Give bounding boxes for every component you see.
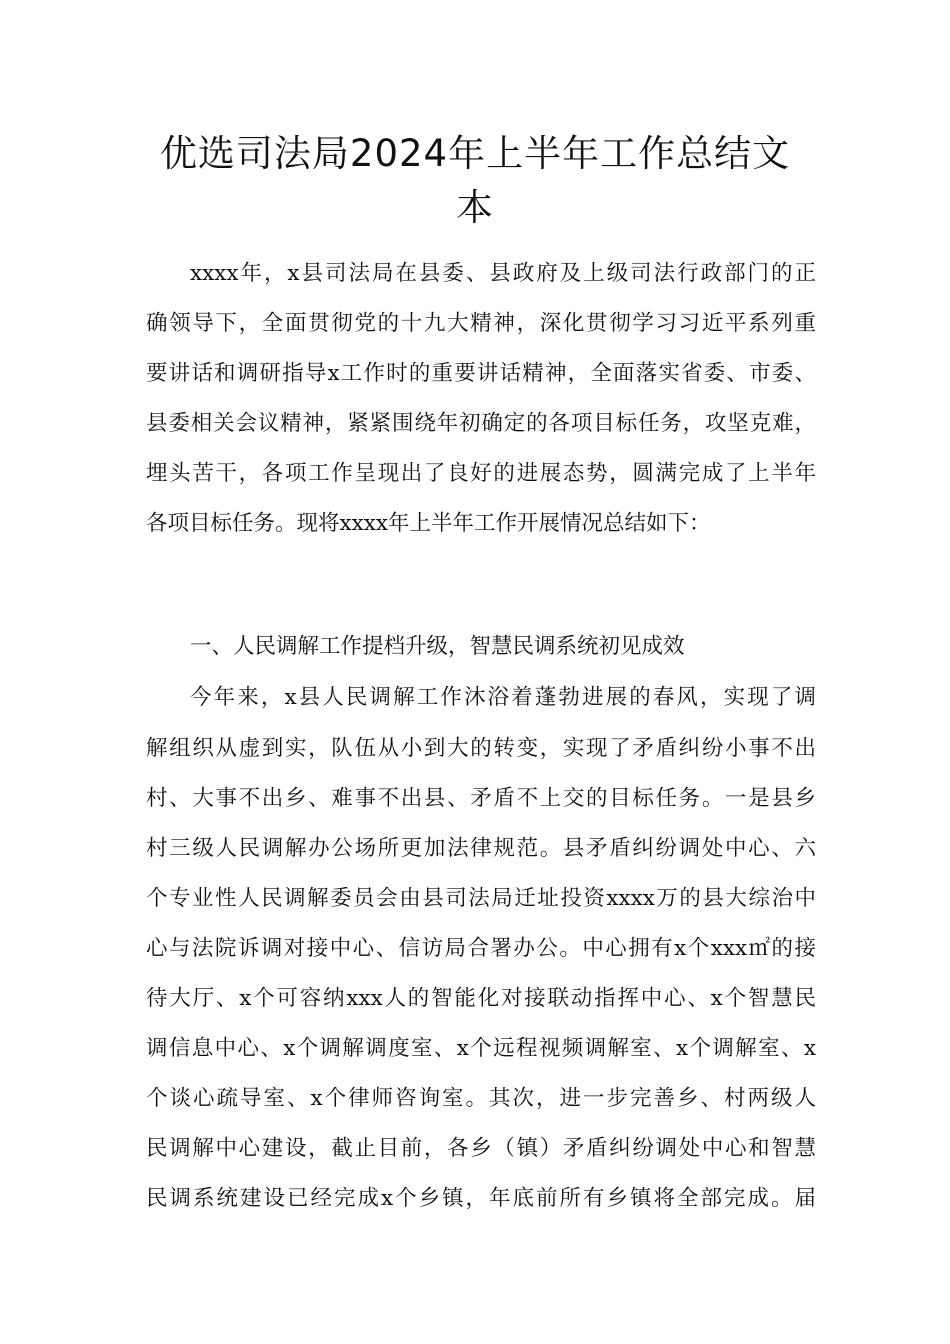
intro-line: 确领导下，全面贯彻党的十九大精神，深化贯彻学习习近平系列重 <box>146 311 816 336</box>
section-line: 村三级人民调解办公场所更加法律规范。县矛盾纠纷调处中心、六 <box>146 836 816 861</box>
section-line: 解组织从虚到实，队伍从小到大的转变，实现了矛盾纠纷小事不出 <box>146 736 816 761</box>
document-title-line-2: 本 <box>456 186 494 229</box>
section-line: 个专业性人民调解委员会由县司法局迁址投资xxxx万的县大综治中 <box>146 886 816 911</box>
section-line: 个谈心疏导室、x个律师咨询室。其次，进一步完善乡、村两级人 <box>146 1086 816 1111</box>
section-line: 待大厅、x个可容纳xxx人的智能化对接联动指挥中心、x个智慧民 <box>146 986 816 1011</box>
intro-line: xxxx年，x县司法局在县委、县政府及上级司法行政部门的正 <box>190 261 816 286</box>
intro-line: 要讲话和调研指导x工作时的重要讲话精神，全面落实省委、市委、 <box>146 361 816 386</box>
section-line: 今年来，x县人民调解工作沐浴着蓬勃进展的春风，实现了调 <box>190 685 816 710</box>
section-line: 民调系统建设已经完成x个乡镇，年底前所有乡镇将全部完成。届 <box>146 1186 816 1211</box>
section-line: 心与法院诉调对接中心、信访局合署办公。中心拥有x个xxx㎡的接 <box>146 936 816 961</box>
section-heading: 一、人民调解工作提档升级，智慧民调系统初见成效 <box>190 634 685 659</box>
intro-line: 县委相关会议精神，紧紧围绕年初确定的各项目标任务，攻坚克难， <box>146 411 816 436</box>
section-line: 调信息中心、x个调解调度室、x个远程视频调解室、x个调解室、x <box>146 1036 816 1061</box>
intro-line: 埋头苦干，各项工作呈现出了良好的进展态势，圆满完成了上半年 <box>146 461 816 486</box>
intro-line: 各项目标任务。现将xxxx年上半年工作开展情况总结如下： <box>146 511 711 536</box>
section-line: 村、大事不出乡、难事不出县、矛盾不上交的目标任务。一是县乡 <box>146 786 816 811</box>
document-title-line-1: 优选司法局2024年上半年工作总结文 <box>159 132 791 175</box>
section-line: 民调解中心建设，截止目前，各乡（镇）矛盾纠纷调处中心和智慧 <box>146 1136 816 1161</box>
